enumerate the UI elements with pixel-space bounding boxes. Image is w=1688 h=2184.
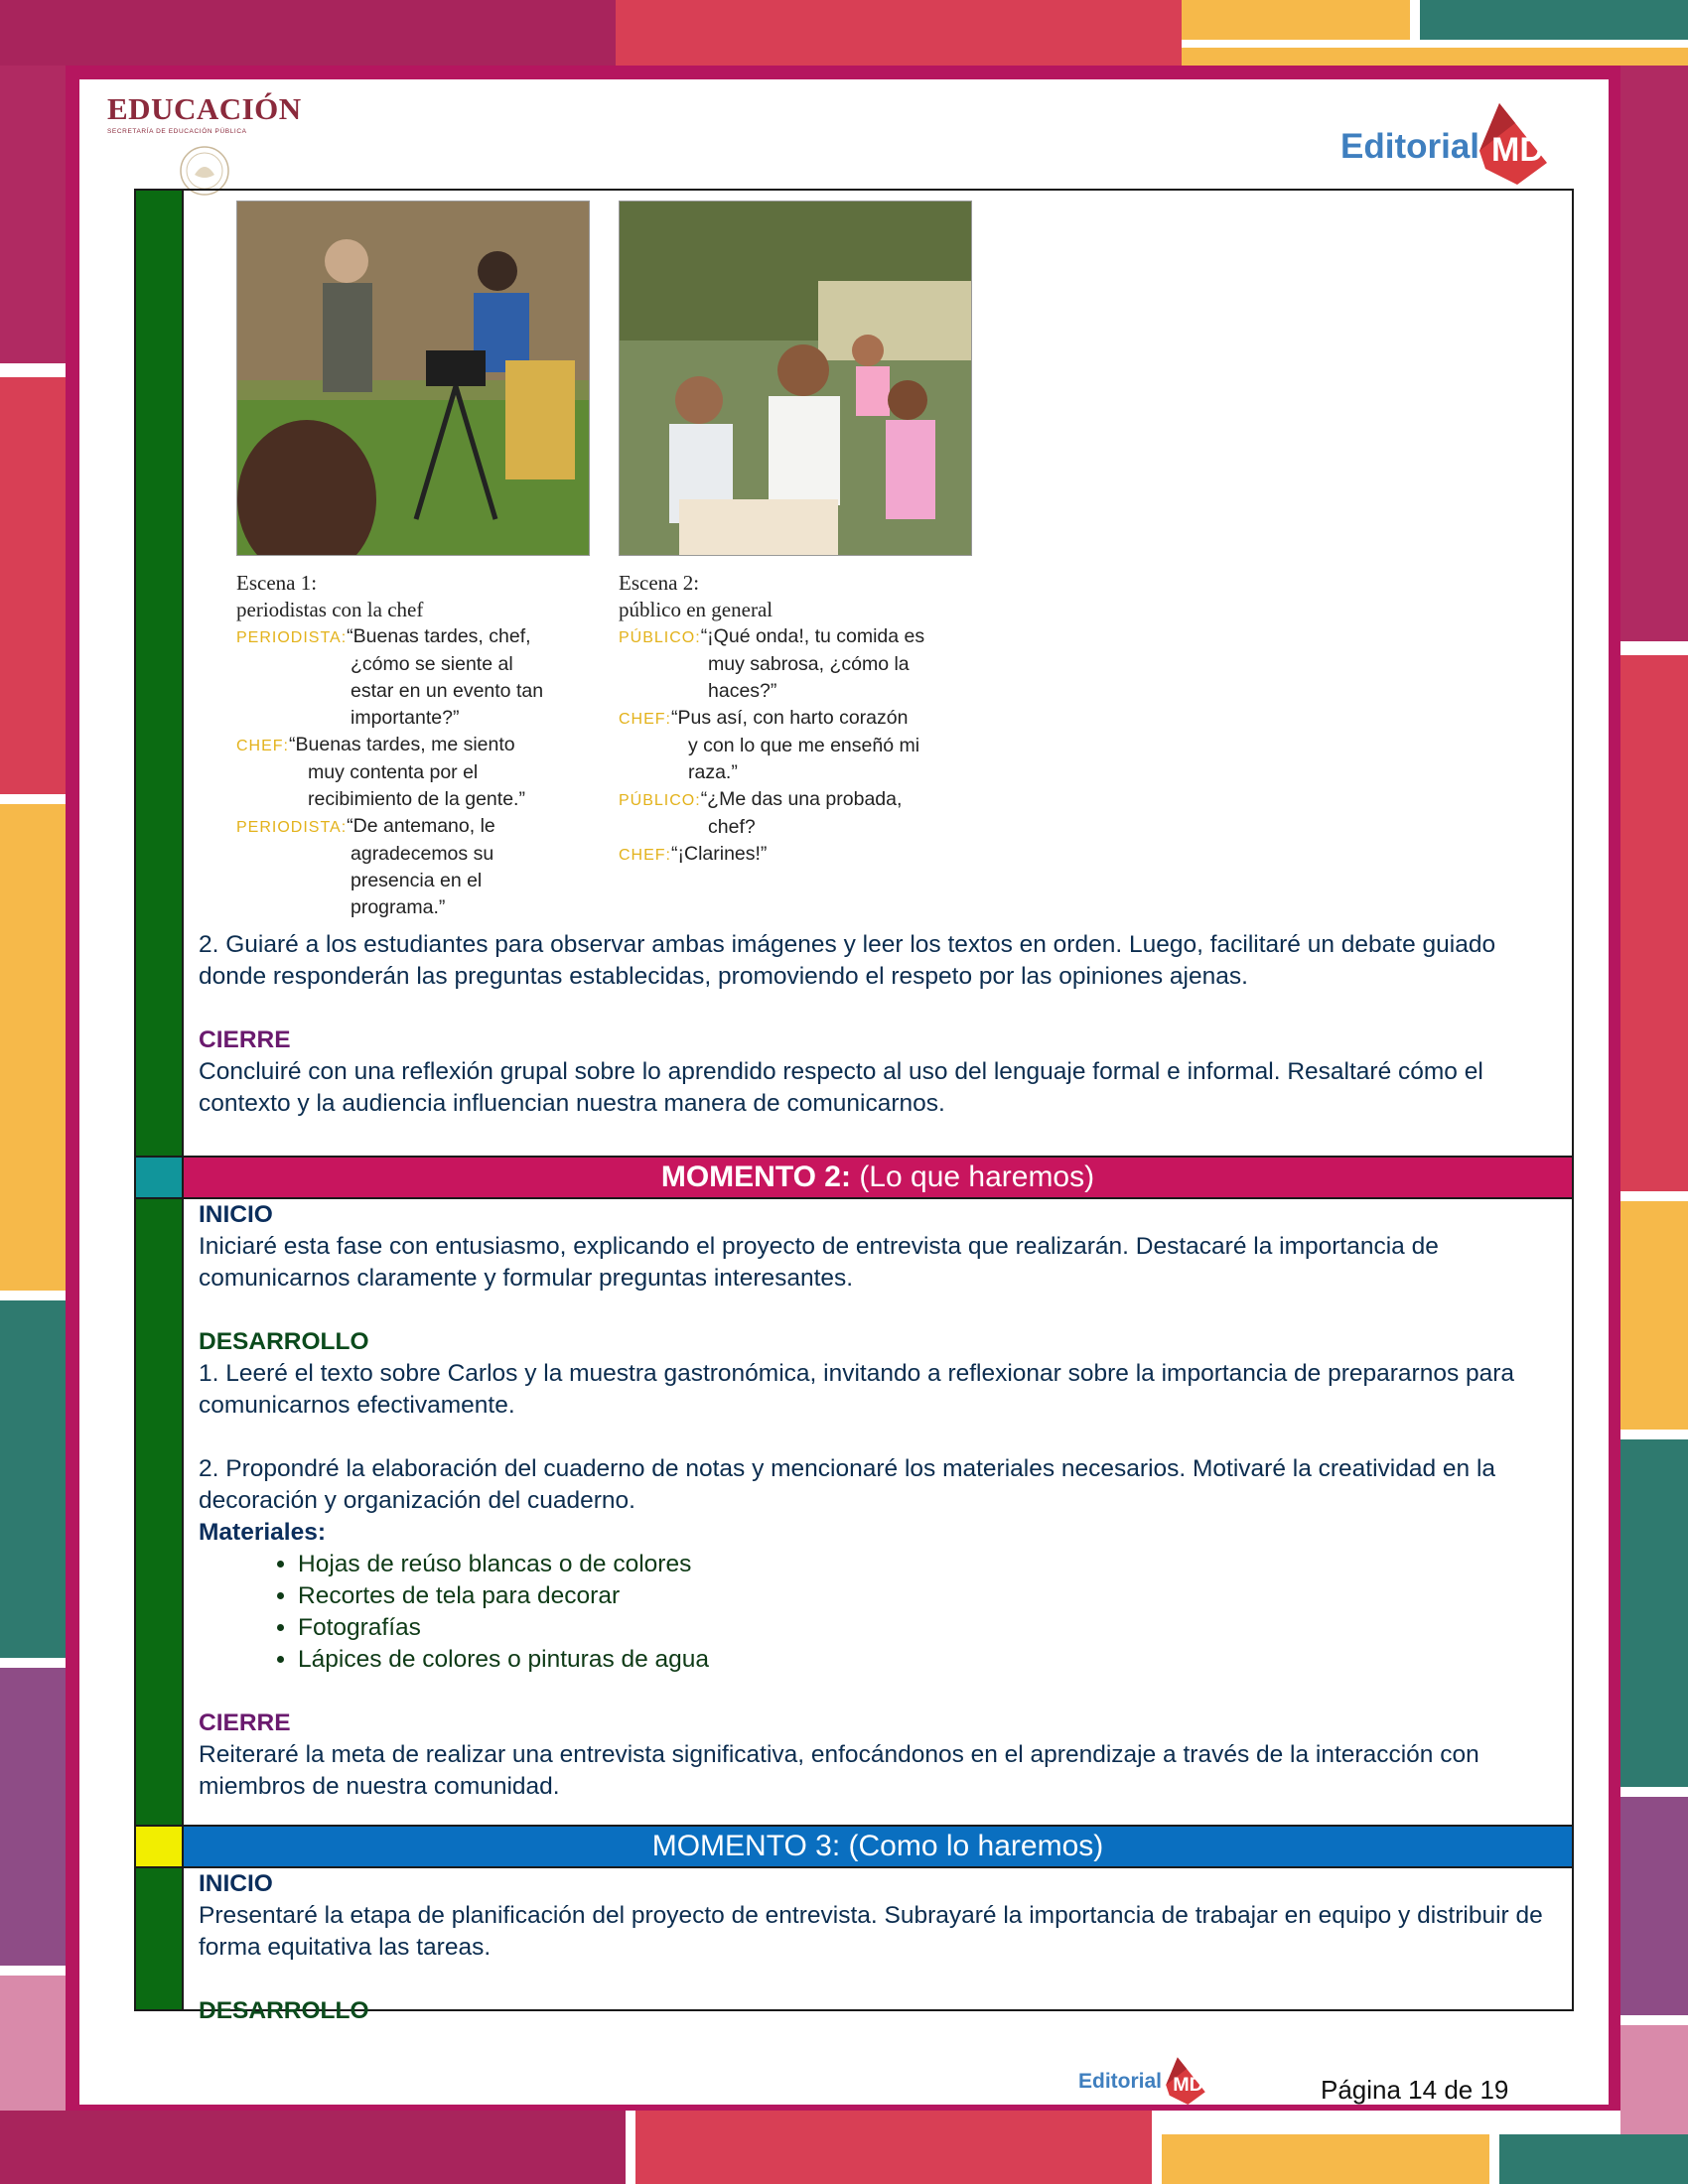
section-1-row	[136, 191, 1572, 1156]
footer-editorial-logo	[1078, 2055, 1207, 2105]
sep-logo-subtitle: SECRETARÍA DE EDUCACIÓN PÚBLICA	[107, 128, 247, 135]
dialogue-line	[619, 623, 996, 651]
dialogue-text: “¿Me das una probada,	[700, 788, 903, 810]
svg-text:MD: MD	[1491, 131, 1544, 169]
speaker-label: CHEF:	[236, 738, 289, 754]
list-item: • Recortes de tela para decorar	[298, 1580, 1554, 1612]
dialogue-text: “Pus así, con harto corazón	[671, 707, 909, 729]
dialogue-line	[619, 786, 996, 814]
dialogue-text: estar en un evento tan	[351, 680, 544, 702]
lesson-table	[134, 189, 1574, 2024]
momento-2-subtitle: (Lo que haremos)	[850, 1160, 1095, 1193]
inicio-heading: INICIO	[199, 1201, 273, 1228]
dialogue-text: muy sabrosa, ¿cómo la	[708, 653, 910, 675]
dialogue-text: haces?”	[708, 680, 777, 702]
list-item: • Hojas de reúso blancas o de colores	[298, 1549, 1554, 1580]
cierre-text: Concluiré con una reflexión grupal sobre lo aprendido respecto al uso del lenguaje formal e informal. Resaltaré cómo el contexto y la audiencia influencian nuestra manera de comunicarnos.	[199, 1058, 1483, 1117]
scene-2-title: Escena 2:	[619, 571, 700, 595]
momento-2-body-stripe	[136, 1199, 184, 1825]
footer-logo-word: Editorial	[1078, 2070, 1163, 2093]
momento-2-text	[199, 1199, 1554, 1803]
momento-3-label: MOMENTO 3: (Como lo haremos)	[651, 1830, 1104, 1862]
speaker-label: PÚBLICO:	[619, 629, 701, 646]
section-1-stripe	[136, 191, 184, 1156]
desarrollo-heading: DESARROLLO	[199, 1328, 369, 1355]
dialogue-text: “¡Qué onda!, tu comida es	[700, 625, 925, 647]
momento-2-row	[136, 1199, 1572, 1825]
desarrollo-paragraph-1: 1. Leeré el texto sobre Carlos y la muestra gastronómica, invitando a reflexionar sobre la importancia de prepararnos para comunicarnos efectivamente.	[199, 1360, 1515, 1419]
dialogue-text: recibimiento de la gente.”	[308, 788, 525, 810]
momento-3-body-stripe	[136, 1868, 184, 2009]
speaker-label: CHEF:	[619, 711, 671, 728]
inicio-heading: INICIO	[199, 1870, 273, 1897]
scene-1-subtitle: periodistas con la chef	[236, 598, 424, 621]
dialogue-text: ¿cómo se siente al	[351, 653, 513, 675]
dialogue-line	[236, 732, 614, 759]
cierre-heading: CIERRE	[199, 1709, 291, 1736]
momento-3-text	[199, 1868, 1554, 2027]
momento-3-band	[184, 1827, 1572, 1866]
inicio-text: Iniciaré esta fase con entusiasmo, explicando el proyecto de entrevista que realizarán. Destacaré la importancia de comunicarnos claramente y formular preguntas interesantes.	[199, 1233, 1439, 1292]
dialogue-text: y con lo que me enseñó mi	[688, 735, 920, 756]
desarrollo-heading: DESARROLLO	[199, 1997, 369, 2024]
cierre-heading: CIERRE	[199, 1026, 291, 1053]
svg-text:MD: MD	[1173, 2074, 1203, 2097]
list-item: • Fotografías	[298, 1612, 1554, 1644]
md-logo-icon	[1164, 2055, 1207, 2105]
sep-logo	[107, 91, 316, 135]
scene-2-subtitle: público en general	[619, 598, 774, 621]
materiales-heading: Materiales:	[199, 1519, 327, 1546]
speaker-label: CHEF:	[619, 847, 671, 864]
momento-2-stripe	[136, 1158, 184, 1197]
momento-2-header-row	[136, 1158, 1572, 1197]
dialogue-line	[619, 705, 996, 733]
section-1-text	[199, 929, 1554, 1120]
speaker-label: PERIODISTA:	[236, 819, 348, 836]
dialogue-text: “Buenas tardes, me siento	[289, 734, 515, 755]
page-number: Página 14 de 19	[1321, 2075, 1509, 2105]
dialogue-line	[236, 813, 614, 841]
dialogue-text: presencia en el	[351, 870, 483, 891]
editorial-md-logo	[1340, 99, 1549, 189]
materiales-list	[199, 1549, 1554, 1676]
section-1-paragraph: 2. Guiaré a los estudiantes para observar ambas imágenes y leer los textos en orden. Luego, facilitaré un debate guiado donde responderán las preguntas establecidas, promoviendo el respeto por las opiniones ajenas.	[199, 931, 1496, 990]
dialogue-text: importante?”	[351, 707, 460, 729]
scene-2-dialogue	[619, 570, 996, 869]
photo-scene-1	[236, 201, 590, 556]
speaker-label: PERIODISTA:	[236, 629, 348, 646]
editorial-logo-word: Editorial	[1340, 127, 1480, 166]
speaker-label: PÚBLICO:	[619, 792, 701, 809]
dialogue-text: raza.”	[688, 761, 738, 783]
sep-logo-title: EDUCACIÓN	[107, 91, 302, 126]
momento-2-label: MOMENTO 2:	[660, 1160, 851, 1193]
dialogue-text: “Buenas tardes, chef,	[347, 625, 531, 647]
cierre-text: Reiteraré la meta de realizar una entrevista significativa, enfocándonos en el aprendizaje a través de la interacción con miembros de nuestra comunidad.	[199, 1741, 1479, 1800]
momento-3-stripe	[136, 1827, 184, 1866]
list-item: • Lápices de colores o pinturas de agua	[298, 1644, 1554, 1676]
dialogue-text: programa.”	[351, 896, 446, 918]
dialogue-text: muy contenta por el	[308, 761, 479, 783]
dialogue-line	[619, 841, 996, 869]
scene-1-dialogue	[236, 570, 614, 921]
dialogue-line	[236, 623, 614, 651]
momento-3-row	[136, 1868, 1572, 2024]
photo-scene-2	[619, 201, 972, 556]
momento-3-header-row	[136, 1827, 1572, 1866]
dialogue-text: agradecemos su	[351, 843, 494, 865]
md-logo-icon	[1477, 99, 1549, 185]
dialogue-text: chef?	[708, 816, 756, 838]
momento-2-band	[184, 1158, 1572, 1197]
desarrollo-paragraph-2: 2. Propondré la elaboración del cuaderno de notas y mencionaré los materiales necesarios. Motivaré la creatividad en la decoración y organización del cuaderno.	[199, 1455, 1496, 1514]
dialogue-text: “¡Clarines!”	[671, 843, 768, 865]
scene-1-title: Escena 1:	[236, 571, 318, 595]
dialogue-text: “De antemano, le	[347, 815, 495, 837]
inicio-text: Presentaré la etapa de planificación del proyecto de entrevista. Subrayaré la importancia de trabajar en equipo y distribuir de forma equitativa las tareas.	[199, 1902, 1543, 1961]
